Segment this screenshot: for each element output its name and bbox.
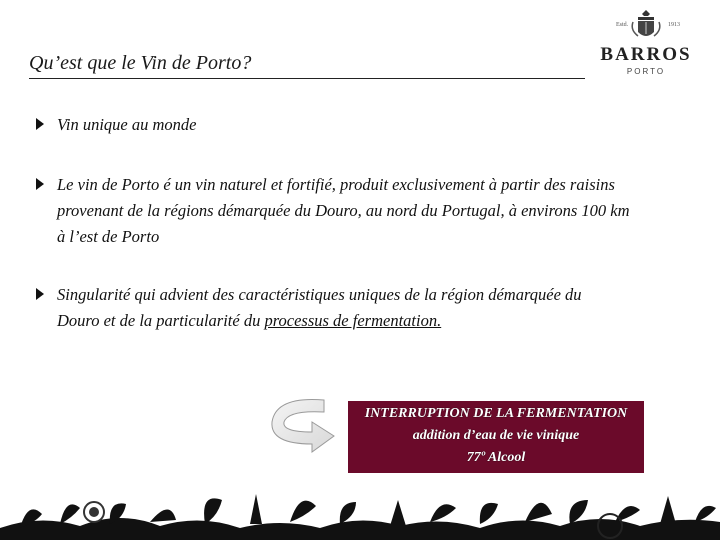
slide-title: Qu’est que le Vin de Porto? <box>29 52 252 74</box>
curved-arrow-icon <box>264 392 344 456</box>
bullet-item <box>36 172 637 250</box>
logo-est-label: Estd. <box>616 22 629 28</box>
box-line-2: addition d’eau de vie vinique <box>412 428 580 443</box>
fermentation-box <box>348 401 644 473</box>
bullet-arrow-icon <box>36 118 44 130</box>
box-line-1: INTERRUPTION DE LA FERMENTATION <box>364 406 628 421</box>
bullet-text: Vin unique au monde <box>57 115 197 134</box>
bullet-text <box>57 282 617 334</box>
barros-logo <box>598 8 694 78</box>
bullet-arrow-icon <box>36 178 44 190</box>
floral-footer-decoration <box>0 470 720 540</box>
logo-subtitle: PORTO <box>626 67 666 76</box>
logo-year-label: 1913 <box>668 22 680 28</box>
crest-icon <box>628 8 664 42</box>
logo-name: BARROS <box>600 44 692 65</box>
bullet-text: Le vin de Porto é un vin naturel et fortifié, produit exclusivement à partir des raisins provenant de la régions démarquée du Douro, au nord du Portugal, à environs 100 km à l’est de Porto <box>57 175 630 246</box>
bullet-text-underlined: processus de fermentation. <box>264 311 442 330</box>
bullet-text-plain: Singularité qui advient des caractéristiques uniques de la région démarquée du Douro et de la particularité du <box>57 285 582 330</box>
bullet-arrow-icon <box>36 288 44 300</box>
title-underline <box>29 78 585 79</box>
box-line-3: 77º Alcool <box>466 450 526 465</box>
bullet-item <box>36 282 617 334</box>
bullet-item <box>36 112 657 138</box>
